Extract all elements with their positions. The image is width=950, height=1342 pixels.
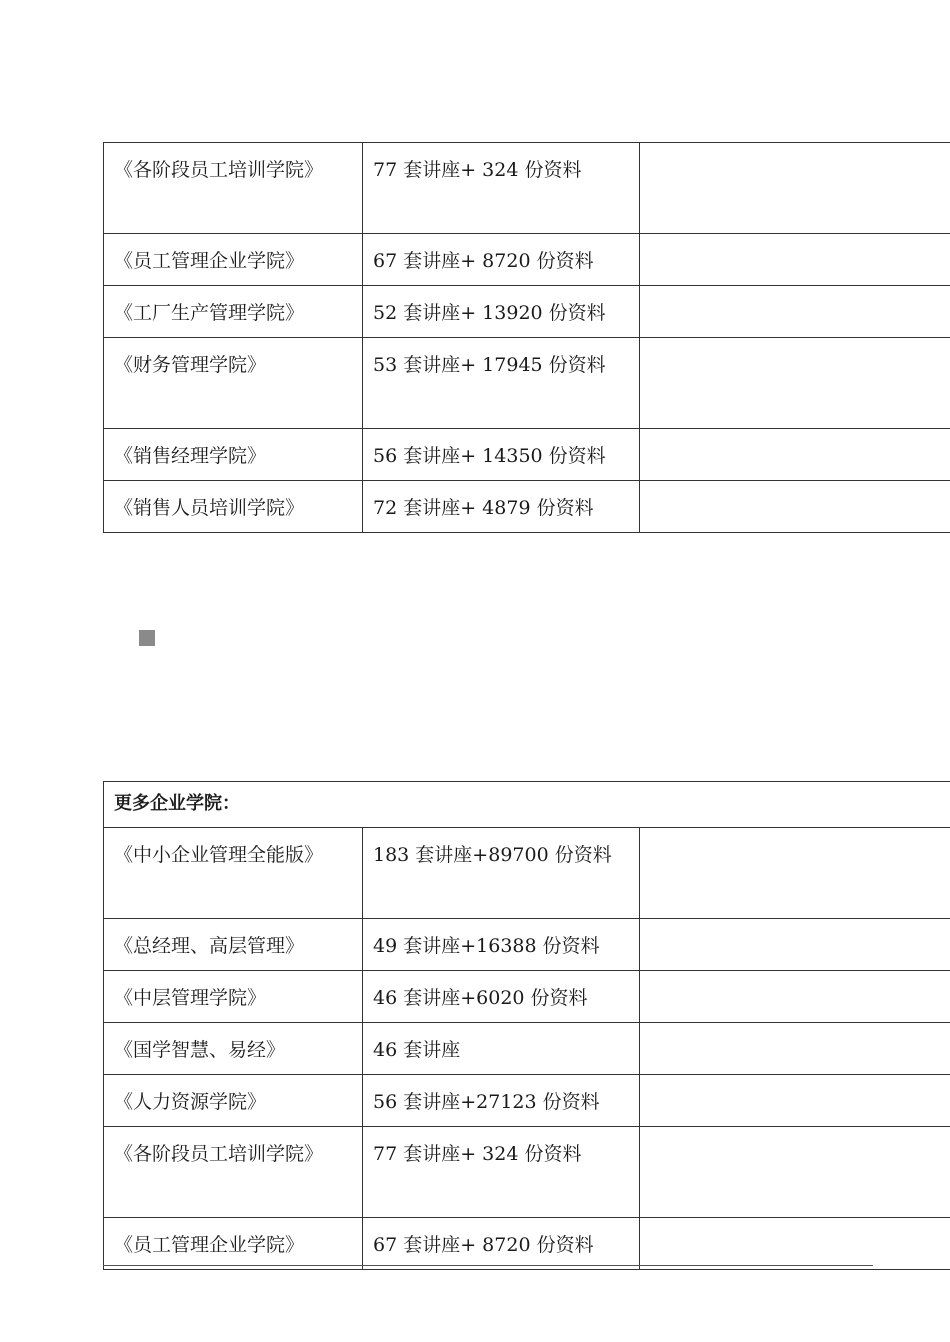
table-header-cell bbox=[104, 782, 950, 828]
footer-divider bbox=[103, 1265, 873, 1266]
academy-desc: 53 套讲座+ 17945 份资料 bbox=[373, 354, 606, 376]
table-row bbox=[104, 429, 950, 481]
academy-name-cell bbox=[104, 286, 363, 338]
academy-note-cell bbox=[640, 234, 950, 286]
academy-desc-cell bbox=[363, 919, 640, 971]
academy-name: 《总经理、高层管理》 bbox=[114, 935, 305, 957]
academy-desc-cell bbox=[363, 1127, 640, 1218]
academy-desc-cell bbox=[363, 1023, 640, 1075]
academy-name-cell bbox=[104, 338, 363, 429]
academy-desc-cell bbox=[363, 481, 640, 533]
square-bullet-icon bbox=[139, 630, 155, 646]
academy-note-cell bbox=[640, 828, 950, 919]
academy-note-cell bbox=[640, 1075, 950, 1127]
academy-note-cell bbox=[640, 971, 950, 1023]
table-row bbox=[104, 1023, 950, 1075]
academy-desc: 67 套讲座+ 8720 份资料 bbox=[373, 250, 594, 272]
academy-note-cell bbox=[640, 919, 950, 971]
academy-name: 《销售人员培训学院》 bbox=[114, 497, 305, 519]
academy-desc: 77 套讲座+ 324 份资料 bbox=[373, 159, 582, 181]
academy-name: 《员工管理企业学院》 bbox=[114, 1234, 305, 1256]
academy-name: 《销售经理学院》 bbox=[114, 445, 267, 467]
academy-desc: 52 套讲座+ 13920 份资料 bbox=[373, 302, 606, 324]
academy-name-cell bbox=[104, 1023, 363, 1075]
academy-name: 《人力资源学院》 bbox=[114, 1091, 267, 1113]
academy-desc: 56 套讲座+ 14350 份资料 bbox=[373, 445, 606, 467]
academy-note-cell bbox=[640, 286, 950, 338]
academy-desc-cell bbox=[363, 1218, 640, 1270]
table-row bbox=[104, 1218, 950, 1270]
academy-name-cell bbox=[104, 971, 363, 1023]
academy-table-1 bbox=[103, 142, 950, 533]
table-row bbox=[104, 286, 950, 338]
academy-name: 《国学智慧、易经》 bbox=[114, 1039, 286, 1061]
academy-note-cell bbox=[640, 481, 950, 533]
academy-desc: 183 套讲座+89700 份资料 bbox=[373, 844, 612, 866]
academy-name: 《工厂生产管理学院》 bbox=[114, 302, 305, 324]
academy-name-cell bbox=[104, 919, 363, 971]
academy-desc: 77 套讲座+ 324 份资料 bbox=[373, 1143, 582, 1165]
academy-desc-cell bbox=[363, 971, 640, 1023]
table-row bbox=[104, 1127, 950, 1218]
academy-note-cell bbox=[640, 1023, 950, 1075]
academy-name: 《各阶段员工培训学院》 bbox=[114, 159, 324, 181]
academy-note-cell bbox=[640, 1127, 950, 1218]
academy-desc-cell bbox=[363, 286, 640, 338]
table-row bbox=[104, 234, 950, 286]
academy-note-cell bbox=[640, 143, 950, 234]
academy-name-cell bbox=[104, 828, 363, 919]
table-row bbox=[104, 828, 950, 919]
academy-desc: 46 套讲座 bbox=[373, 1039, 461, 1061]
academy-name-cell bbox=[104, 1127, 363, 1218]
academy-name: 《中小企业管理全能版》 bbox=[114, 844, 324, 866]
academy-desc: 72 套讲座+ 4879 份资料 bbox=[373, 497, 594, 519]
academy-note-cell bbox=[640, 429, 950, 481]
academy-note-cell bbox=[640, 1218, 950, 1270]
academy-desc: 49 套讲座+16388 份资料 bbox=[373, 935, 600, 957]
table-header-title: 更多企业学院： bbox=[114, 793, 240, 814]
academy-name-cell bbox=[104, 234, 363, 286]
academy-note-cell bbox=[640, 338, 950, 429]
table-row bbox=[104, 338, 950, 429]
academy-name: 《各阶段员工培训学院》 bbox=[114, 1143, 324, 1165]
academy-name: 《员工管理企业学院》 bbox=[114, 250, 305, 272]
academy-desc-cell bbox=[363, 1075, 640, 1127]
academy-desc-cell bbox=[363, 429, 640, 481]
table-row bbox=[104, 481, 950, 533]
academy-name-cell bbox=[104, 1218, 363, 1270]
academy-name-cell bbox=[104, 1075, 363, 1127]
academy-desc: 46 套讲座+6020 份资料 bbox=[373, 987, 588, 1009]
academy-name: 《中层管理学院》 bbox=[114, 987, 267, 1009]
academy-name: 《财务管理学院》 bbox=[114, 354, 267, 376]
academy-desc-cell bbox=[363, 234, 640, 286]
academy-table-2 bbox=[103, 781, 950, 1270]
academy-desc-cell bbox=[363, 143, 640, 234]
academy-desc-cell bbox=[363, 338, 640, 429]
table-row bbox=[104, 971, 950, 1023]
academy-desc-cell bbox=[363, 828, 640, 919]
academy-desc: 56 套讲座+27123 份资料 bbox=[373, 1091, 600, 1113]
table-row bbox=[104, 919, 950, 971]
table-header-row bbox=[104, 782, 950, 828]
academy-name-cell bbox=[104, 143, 363, 234]
academy-name-cell bbox=[104, 481, 363, 533]
table-row bbox=[104, 143, 950, 234]
table-row bbox=[104, 1075, 950, 1127]
academy-name-cell bbox=[104, 429, 363, 481]
academy-desc: 67 套讲座+ 8720 份资料 bbox=[373, 1234, 594, 1256]
